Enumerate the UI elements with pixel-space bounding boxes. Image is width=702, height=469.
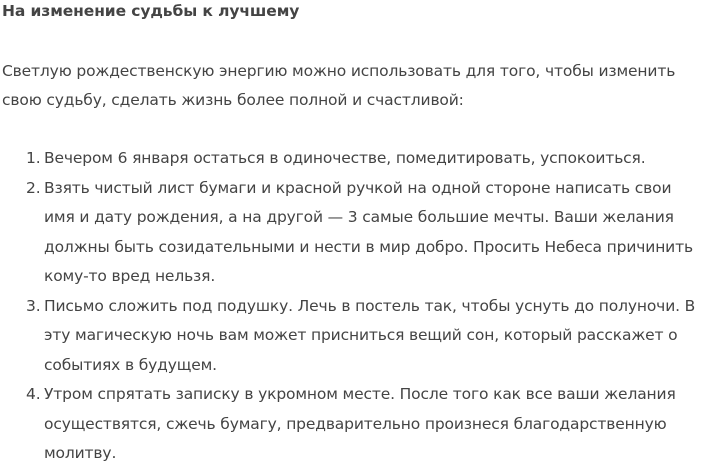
list-item-number: 1. xyxy=(26,149,41,167)
list-item-text: Взять чистый лист бумаги и красной ручкой на одной стороне написать свои имя и дату рождения, а на другой — 3 самые большие мечты. Ваши желания должны быть созидательными и нести в мир добро. Просить Небеса причинить кому-то вред нельзя. xyxy=(44,178,693,285)
list-item-text: Письмо сложить под подушку. Лечь в постель так, чтобы уснуть до полуночи. В эту магическую ночь вам может присниться вещий сон, который расскажет о событиях в будущем. xyxy=(44,296,696,374)
list-item-3 xyxy=(2,292,702,381)
list-item-2 xyxy=(2,174,702,292)
article xyxy=(2,0,702,462)
list-item-number: 2. xyxy=(26,178,41,197)
list-item-4 xyxy=(2,380,702,469)
list-item-1 xyxy=(2,144,702,174)
list-item-text: Вечером 6 января остаться в одиночестве, помедитировать, успокоиться. xyxy=(44,149,646,167)
section-heading: На изменение судьбы к лучшему xyxy=(2,2,300,20)
list-item-number: 3. xyxy=(26,296,41,315)
intro-paragraph: Светлую рождественскую энергию можно использовать для того, чтобы изменить свою судьбу, сделать жизнь более полной и счастливой: xyxy=(2,62,676,109)
steps-list xyxy=(2,144,702,469)
list-item-text: Утром спрятать записку в укромном месте. После того как все ваши желания осуществятся, сжечь бумагу, предварительно произнеся благодарственную молитву. xyxy=(44,385,676,462)
list-item-number: 4. xyxy=(26,385,41,403)
